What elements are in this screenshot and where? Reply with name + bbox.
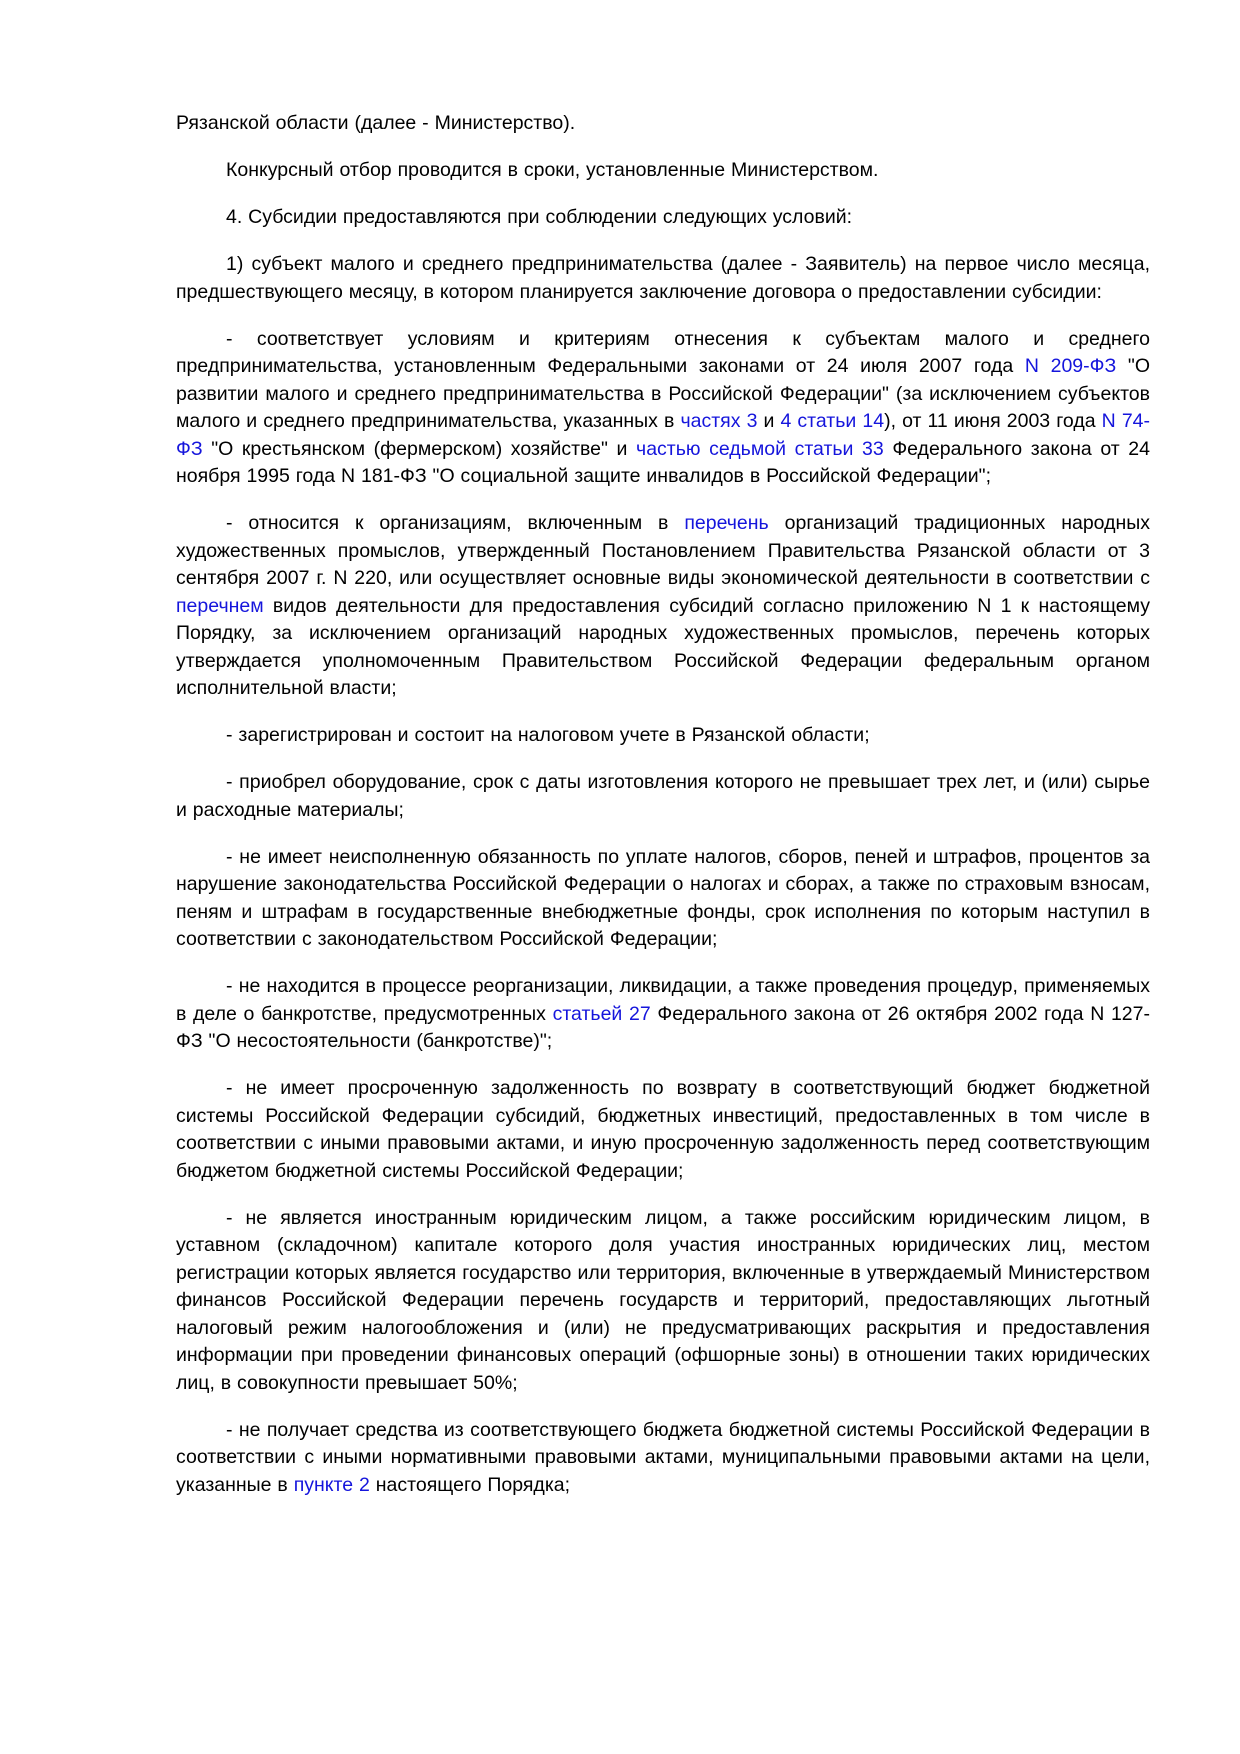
text-run: 1) субъект малого и среднего предпринимательства (далее - Заявитель) на первое число месяца, предшествующего месяцу, в котором планируется заключение договора о предоставлении субсидии: [176,253,1150,303]
text-run: и [757,410,781,432]
text-run: - не получает средства из соответствующего бюджета бюджетной системы Российской Федерации в соответствии с иными нормативными правовыми актами, муниципальными правовыми актами на цели, указанные в [176,1418,1150,1496]
text-run: 4. Субсидии предоставляются при соблюдении следующих условий: [226,206,853,228]
document-body [176,110,1150,1499]
paragraph [176,1205,1150,1398]
legal-reference-link[interactable]: пункте 2 [293,1473,370,1496]
paragraph [176,1417,1150,1500]
legal-reference-link[interactable]: частью седьмой статьи 33 [636,437,884,460]
paragraph [176,204,1150,232]
paragraph [176,110,1150,138]
paragraph [176,157,1150,185]
paragraph [176,326,1150,491]
text-run: - не имеет неисполненную обязанность по уплате налогов, сборов, пеней и штрафов, процентов за нарушение законодательства Российской Федерации о налогах и сборах, а также по страховым взносам, пеням и штрафам в государственные внебюджетные фонды, срок исполнения по которым наступил в соответствии с законодательством Российской Федерации; [176,845,1150,950]
text-run: - не является иностранным юридическим лицом, а также российским юридическим лицом, в уставном (складочном) капитале которого доля участия иностранных юридических лиц, местом регистрации которых является государство или территория, включенные в утверждаемый Министерством финансов Российской Федерации перечень государств и территорий, предоставляющих льготный налоговый режим налогообложения и (или) не предусматривающих раскрытия и предоставления информации при проведении финансовых операций (офшорные зоны) в отношении таких юридических лиц, в совокупности превышает 50%; [176,1206,1150,1394]
text-run: - не находится в процессе реорганизации, ликвидации, а также проведения процедур, применяемых в деле о банкротстве, предусмотренных [176,975,1150,1025]
legal-reference-link[interactable]: перечнем [176,594,264,617]
text-run: настоящего Порядка; [369,1473,571,1496]
text-run: видов деятельности для предоставления субсидий согласно приложению N 1 к настоящему Порядку, за исключением организаций народных художественных промыслов, перечень которых утверждается уполномоченным Правительством Российской Федерации федеральным органом исполнительной власти; [176,594,1150,699]
paragraph [176,251,1150,306]
text-run: "О крестьянском (фермерском) хозяйстве" и [202,437,637,460]
text-run: Рязанской области (далее - Министерство). [176,112,576,134]
text-run: - относится к организациям, включенным в [226,512,685,534]
text-run: Конкурсный отбор проводится в сроки, установленные Министерством. [226,159,879,181]
legal-reference-link[interactable]: N 74-ФЗ [176,410,1151,460]
paragraph [176,1075,1150,1185]
text-run: "О развитии малого и среднего предпринимательства в Российской Федерации" (за исключением субъектов малого и среднего предпринимательства, указанных в [176,355,1151,432]
text-run: Федерального закона от 24 ноября 1995 года N 181-ФЗ "О социальной защите инвалидов в Российской Федерации"; [176,437,1150,487]
text-run: - не имеет просроченную задолженность по возврату в соответствующий бюджет бюджетной системы Российской Федерации субсидий, бюджетных инвестиций, предоставленных в том числе в соответствии с иными правовыми актами, и иную просроченную задолженность перед соответствующим бюджетом бюджетной системы Российской Федерации; [176,1077,1150,1182]
text-run: ), от 11 июня 2003 года [884,410,1102,432]
text-run: - приобрел оборудование, срок с даты изготовления которого не превышает трех лет, и (или) сырье и расходные материалы; [176,771,1150,821]
paragraph [176,722,1150,750]
paragraph [176,510,1150,703]
legal-reference-link[interactable]: N 209-ФЗ [1024,355,1117,377]
text-run: организаций традиционных народных художественных промыслов, утвержденный Постановлением Правительства Рязанской области от 3 сентября 2007 г. N 220, или осуществляет основные виды экономической деятельности в соответствии с [176,512,1151,589]
legal-reference-link[interactable]: 4 статьи 14 [780,410,885,432]
legal-reference-link[interactable]: частях 3 [680,410,758,432]
legal-reference-link[interactable]: статьей 27 [552,1002,651,1025]
paragraph [176,769,1150,824]
text-run: - соответствует условиям и критериям отнесения к субъектам малого и среднего предпринимательства, установленным Федеральными законами от 24 июля 2007 года [176,327,1150,377]
text-run: - зарегистрирован и состоит на налоговом учете в Рязанской области; [226,724,870,746]
text-run: Федерального закона от 26 октября 2002 года N 127-ФЗ "О несостоятельности (банкротстве)"; [176,1002,1150,1052]
legal-reference-link[interactable]: перечень [684,512,769,534]
paragraph [176,973,1150,1056]
paragraph [176,844,1150,954]
